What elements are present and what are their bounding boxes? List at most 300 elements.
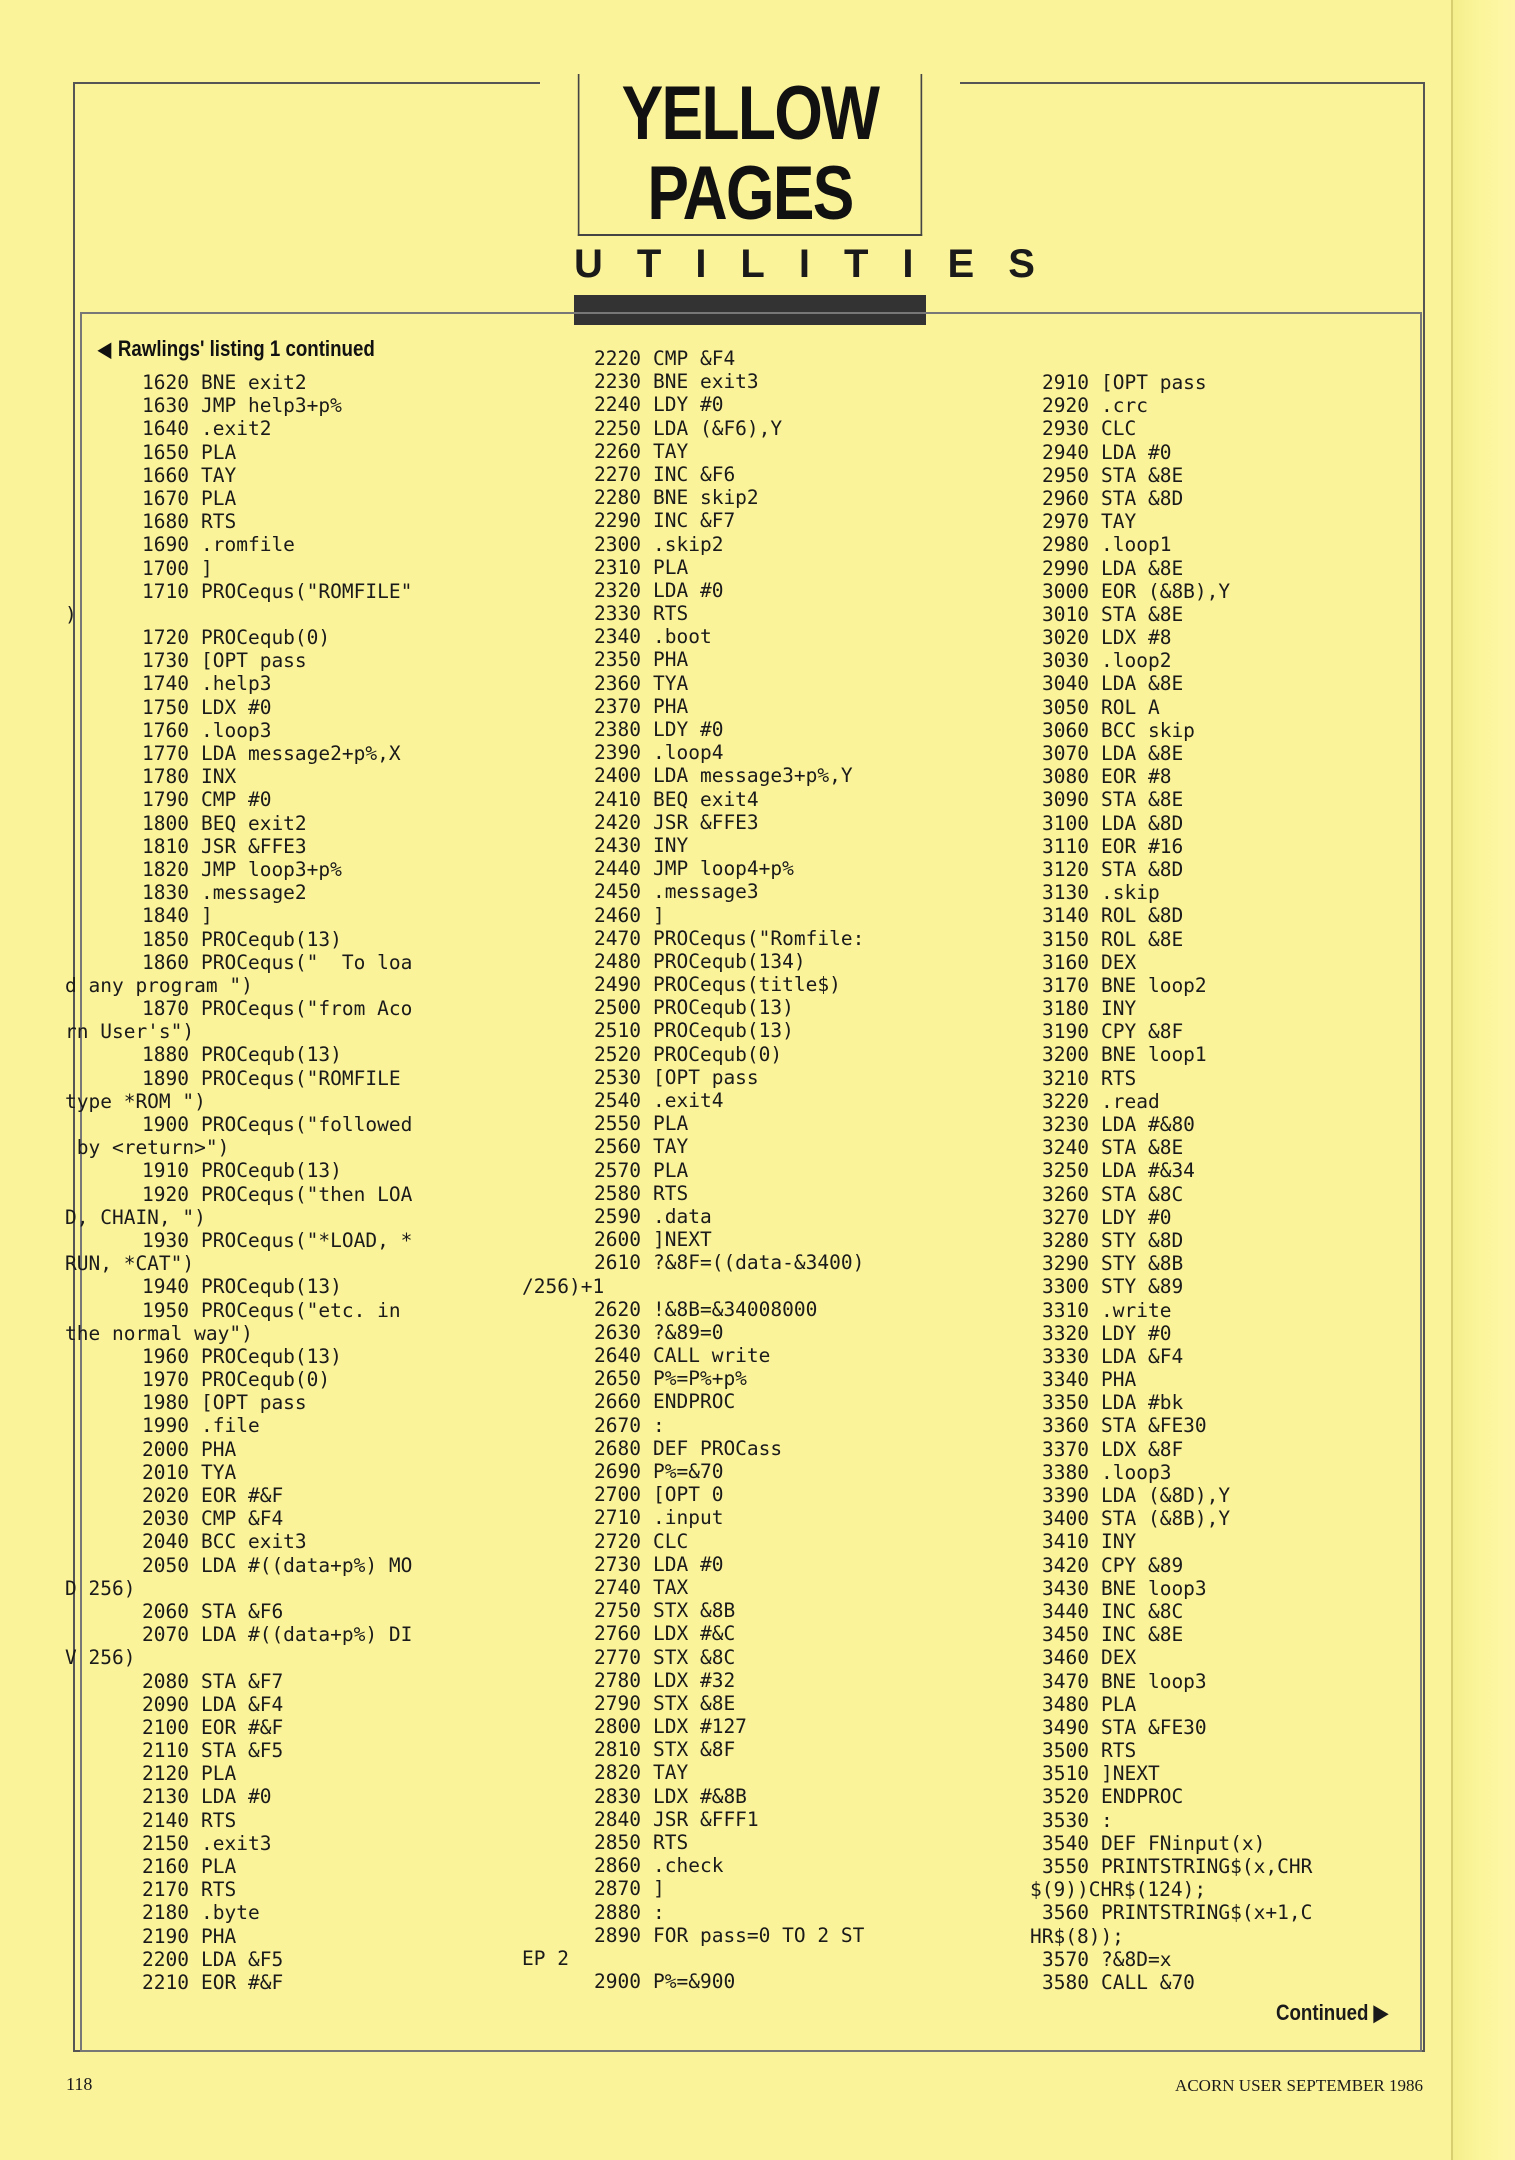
code-line [123, 1229, 412, 1252]
code-line [65, 973, 412, 997]
code-text: PROCequs(title$) [653, 973, 841, 997]
code-line [575, 1738, 864, 1761]
line-number: 1890 [142, 1066, 189, 1090]
code-text: PLA [1101, 1692, 1137, 1716]
code-text: ENDPROC [1101, 1785, 1184, 1809]
code-text: ) [65, 602, 77, 626]
code-text: STX &8C [653, 1645, 736, 1669]
line-number: 1860 [142, 950, 189, 974]
code-line [123, 1693, 412, 1716]
code-text: STY &89 [1101, 1275, 1184, 1299]
line-number: 3340 [1042, 1368, 1089, 1392]
line-number: 3010 [1042, 602, 1089, 626]
code-line [123, 742, 412, 765]
line-number: 1810 [142, 834, 189, 858]
line-number: 2360 [594, 671, 641, 695]
code-text: PLA [201, 1762, 237, 1786]
code-line [575, 1205, 864, 1228]
code-line [123, 1043, 412, 1066]
line-number: 3250 [1042, 1159, 1089, 1183]
code-text: PROCequb(13) [653, 996, 794, 1020]
line-number: 1650 [142, 440, 189, 464]
line-number: 2550 [594, 1112, 641, 1136]
code-text: BNE loop2 [1101, 973, 1207, 997]
line-number: 2090 [142, 1692, 189, 1716]
code-text: TAX [653, 1575, 689, 1599]
code-text: LDA &8E [1101, 672, 1184, 696]
line-number: 3200 [1042, 1043, 1089, 1067]
line-number: 2230 [594, 370, 641, 394]
code-line [123, 904, 412, 927]
line-number: 1780 [142, 765, 189, 789]
line-number: 2500 [594, 996, 641, 1020]
code-text: by <return>") [65, 1136, 230, 1160]
code-line [123, 672, 412, 695]
code-line [123, 1368, 412, 1391]
code-line [575, 602, 864, 625]
code-line [575, 1854, 864, 1877]
line-number: 2950 [1042, 463, 1089, 487]
code-text: RTS [201, 1808, 237, 1832]
code-text: BNE loop3 [1101, 1669, 1207, 1693]
code-text: rn User's") [65, 1020, 195, 1044]
code-text: DEX [1101, 1646, 1137, 1670]
code-line [575, 1808, 864, 1831]
line-number: 3000 [1042, 579, 1089, 603]
line-number: 2210 [142, 1970, 189, 1994]
code-text: CALL &70 [1101, 1970, 1195, 1994]
code-text: .data [653, 1204, 712, 1228]
code-text: INC &F7 [653, 509, 736, 533]
line-number: 3380 [1042, 1460, 1089, 1484]
code-line [1023, 742, 1312, 765]
code-text: PHA [1101, 1368, 1137, 1392]
line-number: 3310 [1042, 1298, 1089, 1322]
code-line [1023, 557, 1312, 580]
line-number: 3400 [1042, 1507, 1089, 1531]
line-number: 2070 [142, 1623, 189, 1647]
code-line [123, 858, 412, 881]
code-line [575, 672, 864, 695]
line-number: 1840 [142, 904, 189, 928]
line-number: 3090 [1042, 788, 1089, 812]
code-line [1023, 1067, 1312, 1090]
code-line [1023, 719, 1312, 742]
code-text: TAY [653, 1135, 689, 1159]
code-line [1023, 1020, 1312, 1043]
code-line [1023, 974, 1312, 997]
line-number: 1930 [142, 1228, 189, 1252]
line-number: 2020 [142, 1484, 189, 1507]
line-number: 2820 [594, 1761, 641, 1785]
code-text: : [1101, 1808, 1113, 1832]
code-text: ]NEXT [653, 1228, 712, 1252]
code-line [575, 1483, 864, 1506]
code-line [575, 1622, 864, 1645]
code-text: [OPT pass [1101, 371, 1207, 394]
code-text: LDA &8E [1101, 556, 1184, 580]
code-line [522, 1274, 864, 1298]
code-text: .loop1 [1101, 533, 1172, 557]
line-number: 2130 [142, 1785, 189, 1809]
code-text: LDX #127 [653, 1715, 747, 1739]
code-text: CPY &8F [1101, 1020, 1184, 1044]
code-line [123, 417, 412, 440]
line-number: 1630 [142, 394, 189, 418]
code-line [123, 1809, 412, 1832]
code-line [575, 463, 864, 486]
line-number: 3540 [1042, 1831, 1089, 1855]
line-number: 1620 [142, 371, 189, 394]
code-line [575, 509, 864, 532]
code-text: STX &8B [653, 1599, 736, 1623]
code-text: INY [1101, 997, 1137, 1021]
code-line [1023, 1948, 1312, 1971]
code-text: CLC [653, 1529, 689, 1553]
line-number: 2250 [594, 416, 641, 440]
listing-heading [98, 336, 375, 362]
line-number: 2290 [594, 509, 641, 533]
line-number: 2520 [594, 1042, 641, 1066]
code-text: STA &8D [1101, 486, 1184, 510]
line-number: 1670 [142, 486, 189, 510]
line-number: 3060 [1042, 718, 1089, 742]
code-line [1023, 394, 1312, 417]
code-line [123, 1438, 412, 1461]
line-number: 3150 [1042, 927, 1089, 951]
code-text: STA &8E [1101, 1136, 1184, 1160]
code-text: EP 2 [522, 1946, 569, 1970]
line-number: 3160 [1042, 950, 1089, 974]
code-line [575, 1251, 864, 1274]
code-line [123, 1067, 412, 1090]
line-number: 3430 [1042, 1576, 1089, 1600]
code-text: LDX #8 [1101, 626, 1172, 650]
line-number: 1910 [142, 1159, 189, 1183]
line-number: 3050 [1042, 695, 1089, 719]
line-number: 3180 [1042, 997, 1089, 1021]
code-line [1023, 1136, 1312, 1159]
code-line [123, 1299, 412, 1322]
line-number: 2850 [594, 1831, 641, 1854]
code-text: P%=&70 [653, 1460, 724, 1483]
line-number: 3370 [1042, 1437, 1089, 1461]
code-text: STA &F6 [201, 1599, 284, 1623]
code-line [575, 1043, 864, 1066]
code-line [123, 1901, 412, 1924]
code-text: EOR #16 [1101, 834, 1184, 858]
line-number: 2400 [594, 764, 641, 788]
code-line [1023, 510, 1312, 533]
code-line [123, 649, 412, 672]
line-number: 2940 [1042, 440, 1089, 464]
code-line [575, 1599, 864, 1622]
code-line [1023, 464, 1312, 487]
line-number: 2990 [1042, 556, 1089, 580]
code-line [1023, 1206, 1312, 1229]
adjacent-page-edge [1451, 0, 1515, 2160]
code-text: LDA #&34 [1101, 1159, 1195, 1183]
line-number: 2600 [594, 1228, 641, 1252]
code-text: D, CHAIN, ") [65, 1205, 206, 1229]
code-text: LDA #&80 [1101, 1113, 1195, 1136]
code-text: .read [1101, 1089, 1160, 1113]
line-number: 2440 [594, 857, 641, 881]
code-line [575, 1530, 864, 1553]
code-line [1023, 904, 1312, 927]
line-number: 2890 [594, 1923, 641, 1947]
code-text: INY [1101, 1530, 1137, 1554]
code-line [575, 347, 864, 370]
line-number: 2590 [594, 1204, 641, 1228]
code-line [575, 533, 864, 556]
code-text: JSR &FFF1 [653, 1807, 759, 1831]
line-number: 2000 [142, 1437, 189, 1461]
code-line [575, 1646, 864, 1669]
code-text: LDA &F4 [201, 1692, 284, 1716]
line-number: 3410 [1042, 1530, 1089, 1554]
code-line [65, 1252, 412, 1276]
code-line [123, 1971, 412, 1994]
code-text: RTS [653, 1181, 689, 1205]
code-line [1023, 1252, 1312, 1275]
code-text: .skip2 [653, 532, 724, 556]
code-line [1023, 1322, 1312, 1345]
code-text: LDX &8F [1101, 1437, 1184, 1461]
code-text: PLA [201, 440, 237, 464]
code-line [575, 1182, 864, 1205]
code-line [575, 1321, 864, 1344]
code-text: PROCequb(13) [653, 1019, 794, 1043]
code-text: PROCequs("*LOAD, * [201, 1228, 413, 1252]
code-line [1023, 1855, 1312, 1878]
line-number: 2700 [594, 1483, 641, 1507]
code-line [1023, 858, 1312, 881]
code-text: LDA #0 [1101, 440, 1172, 464]
code-text: ] [653, 903, 665, 927]
line-number: 2470 [594, 926, 641, 950]
code-text: LDA message3+p%,Y [653, 764, 853, 788]
line-number: 3560 [1042, 1901, 1089, 1925]
line-number: 2970 [1042, 510, 1089, 534]
code-text: D 256) [65, 1576, 136, 1600]
code-line [575, 1506, 864, 1529]
code-text: .romfile [201, 533, 295, 557]
code-line [123, 1832, 412, 1855]
line-number: 3420 [1042, 1553, 1089, 1577]
code-text: the normal way") [65, 1321, 253, 1345]
code-line [123, 1785, 412, 1808]
code-line [575, 556, 864, 579]
line-number: 2140 [142, 1808, 189, 1832]
line-number: 2460 [594, 903, 641, 927]
line-number: 1790 [142, 788, 189, 812]
page-number: 118 [66, 2074, 93, 2094]
line-number: 2200 [142, 1947, 189, 1971]
line-number: 2300 [594, 532, 641, 556]
code-line [123, 1948, 412, 1971]
code-text: LDA #((data+p%) DI [201, 1623, 413, 1647]
code-text: : [653, 1413, 665, 1437]
line-number: 3110 [1042, 834, 1089, 858]
line-number: 2280 [594, 486, 641, 510]
code-text: d any program ") [65, 973, 253, 997]
code-line [575, 1019, 864, 1042]
code-line [575, 927, 864, 950]
code-text: EOR #&F [201, 1715, 284, 1739]
code-text: PRINTSTRING$(x,CHR [1101, 1855, 1313, 1878]
code-text: TYA [201, 1460, 237, 1484]
code-line [1023, 1623, 1312, 1646]
code-text: PRINTSTRING$(x+1,C [1101, 1901, 1313, 1925]
line-number: 2720 [594, 1529, 641, 1553]
line-number: 2710 [594, 1506, 641, 1530]
line-number: 2560 [594, 1135, 641, 1159]
code-text: ?&8D=x [1101, 1947, 1172, 1971]
line-number: 2050 [142, 1553, 189, 1577]
code-line [1023, 788, 1312, 811]
line-number: 2870 [594, 1877, 641, 1901]
line-number: 2270 [594, 462, 641, 486]
code-line [575, 393, 864, 416]
code-text: .file [201, 1414, 260, 1438]
code-line [123, 1183, 412, 1206]
code-text: EOR #8 [1101, 765, 1172, 789]
code-line [575, 1785, 864, 1808]
code-line [575, 741, 864, 764]
code-text: STA &FE30 [1101, 1715, 1207, 1739]
code-text: RTS [1101, 1739, 1137, 1763]
code-text: CMP &F4 [653, 347, 736, 370]
line-number: 2110 [142, 1739, 189, 1763]
code-line [65, 1136, 412, 1160]
code-text: EOR #&F [201, 1484, 284, 1507]
code-line [575, 764, 864, 787]
code-text: LDX #32 [653, 1668, 736, 1692]
code-text: INC &8C [1101, 1599, 1184, 1623]
line-number: 2960 [1042, 486, 1089, 510]
line-number: 2570 [594, 1158, 641, 1182]
code-text: STA &8E [1101, 463, 1184, 487]
code-text: PROCequs("from Aco [201, 997, 413, 1021]
code-text: BNE skip2 [653, 486, 759, 510]
line-number: 2760 [594, 1622, 641, 1646]
code-text: ]NEXT [1101, 1762, 1160, 1786]
code-text: PLA [653, 1112, 689, 1136]
code-line [1023, 417, 1312, 440]
line-number: 2430 [594, 833, 641, 857]
code-text: .exit2 [201, 417, 272, 441]
code-line [123, 1461, 412, 1484]
line-number: 2320 [594, 578, 641, 602]
code-line [575, 1159, 864, 1182]
code-text: PROCequb(13) [201, 1043, 342, 1067]
code-text: .check [653, 1854, 724, 1878]
code-line [123, 765, 412, 788]
line-number: 2330 [594, 602, 641, 626]
code-line [575, 718, 864, 741]
code-text: STA &FE30 [1101, 1414, 1207, 1438]
code-text: PLA [201, 1855, 237, 1878]
line-number: 1660 [142, 463, 189, 487]
line-number: 3360 [1042, 1414, 1089, 1438]
code-line [575, 1135, 864, 1158]
line-number: 1640 [142, 417, 189, 441]
line-number: 3130 [1042, 881, 1089, 905]
code-text: PROCequb(134) [653, 949, 806, 973]
line-number: 2310 [594, 555, 641, 579]
line-number: 2580 [594, 1181, 641, 1205]
code-line [123, 1554, 412, 1577]
code-text: RUN, *CAT") [65, 1252, 195, 1276]
code-line [123, 441, 412, 464]
code-text: LDA (&F6),Y [653, 416, 783, 440]
code-line [1023, 603, 1312, 626]
line-number: 2410 [594, 787, 641, 811]
code-text: BNE loop3 [1101, 1576, 1207, 1600]
code-line [1023, 626, 1312, 649]
line-number: 2680 [594, 1436, 641, 1460]
line-number: 2190 [142, 1924, 189, 1948]
code-text: INY [653, 833, 689, 857]
line-number: 2690 [594, 1460, 641, 1483]
code-text: .message3 [653, 880, 759, 904]
code-text: ?&8F=((data-&3400) [653, 1251, 865, 1275]
code-text: .skip [1101, 881, 1160, 905]
code-line [123, 997, 412, 1020]
code-text: RTS [201, 510, 237, 534]
code-text: ENDPROC [653, 1390, 736, 1414]
code-line [575, 1831, 864, 1854]
code-line [65, 1020, 412, 1044]
code-text: STY &8D [1101, 1228, 1184, 1252]
code-line [575, 1414, 864, 1437]
line-number: 2780 [594, 1668, 641, 1692]
code-line [1023, 1832, 1312, 1855]
code-line [575, 1715, 864, 1738]
code-text: [OPT 0 [653, 1483, 724, 1507]
line-number: 1730 [142, 649, 189, 673]
line-number: 1980 [142, 1391, 189, 1415]
code-line [123, 812, 412, 835]
line-number: 2610 [594, 1251, 641, 1275]
line-number: 2150 [142, 1831, 189, 1855]
code-text: EOR (&8B),Y [1101, 579, 1231, 603]
line-number: 1900 [142, 1113, 189, 1136]
code-line [123, 1878, 412, 1901]
line-number: 2180 [142, 1901, 189, 1925]
code-line [123, 464, 412, 487]
code-text: JMP help3+p% [201, 394, 342, 418]
line-number: 2920 [1042, 394, 1089, 418]
code-line [123, 487, 412, 510]
code-text: ] [201, 556, 213, 580]
code-line [65, 602, 412, 626]
code-line [575, 1460, 864, 1483]
code-line [575, 1066, 864, 1089]
line-number: 2350 [594, 648, 641, 672]
code-line [575, 1298, 864, 1321]
line-number: 3210 [1042, 1066, 1089, 1090]
code-line [123, 626, 412, 649]
line-number: 3290 [1042, 1252, 1089, 1276]
code-column-2 [522, 347, 865, 1994]
code-line [575, 1692, 864, 1715]
line-number: 3240 [1042, 1136, 1089, 1160]
code-line [575, 1576, 864, 1599]
code-line [575, 1877, 864, 1900]
code-line [575, 1761, 864, 1784]
